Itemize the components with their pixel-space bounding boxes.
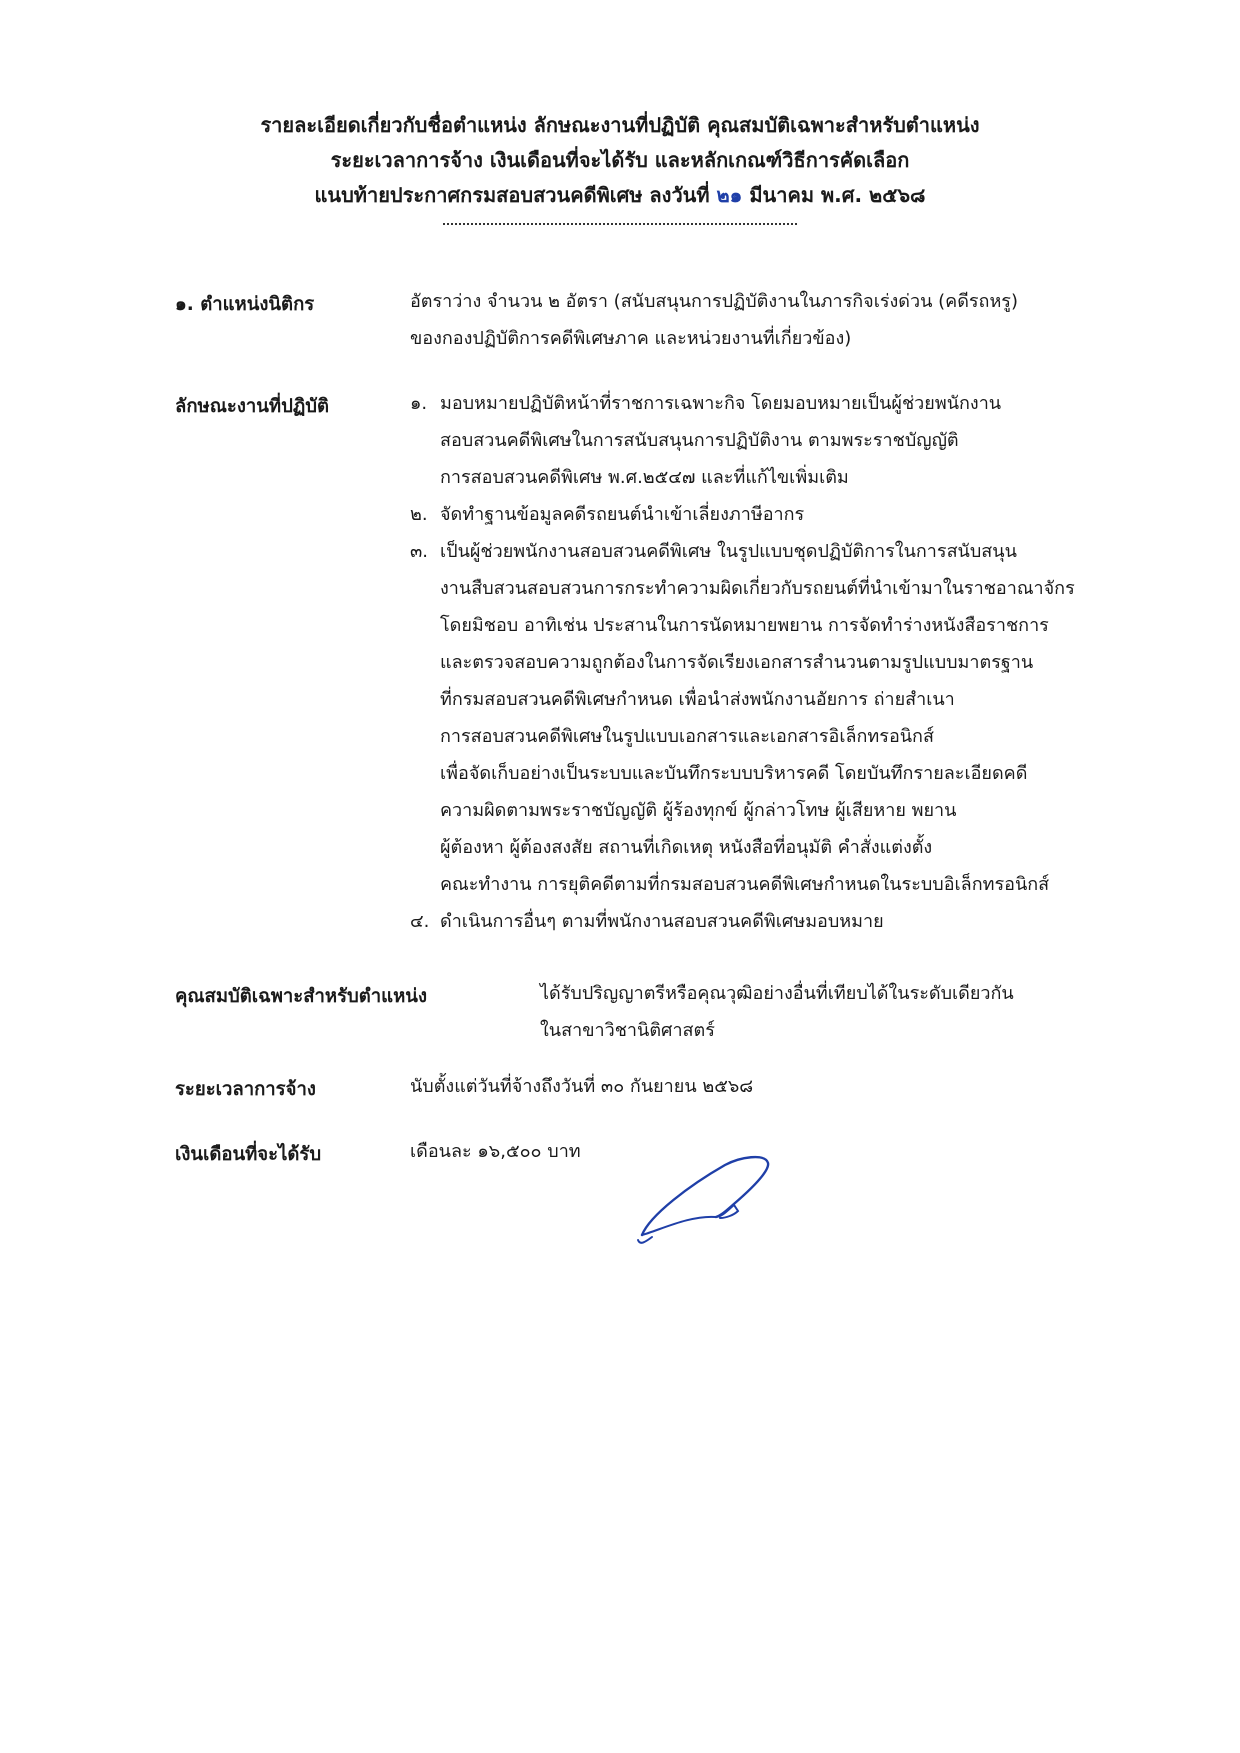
duty-item [410,385,1075,496]
duty-line: เพื่อจัดเก็บอย่างเป็นระบบและบันทึกระบบบริหารคดี โดยบันทึกรายละเอียดคดี [440,763,1028,784]
duty-line: และตรวจสอบความถูกต้องในการจัดเรียงเอกสารสำนวนตามรูปแบบมาตรฐาน [440,652,1034,673]
duties-label: ลักษณะงานที่ปฏิบัติ [175,396,330,417]
qualifications-line: ในสาขาวิชานิติศาสตร์ [540,1020,715,1041]
duty-line: ที่กรมสอบสวนคดีพิเศษกำหนด เพื่อนำส่งพนักงานอัยการ ถ่ายสำเนา [440,689,955,710]
header-line-2: ระยะเวลาการจ้าง เงินเดือนที่จะได้รับ และหลักเกณฑ์วิธีการคัดเลือก [330,148,910,172]
employment-period-value: นับตั้งแต่วันที่จ้างถึงวันที่ ๓๐ กันยายน ๒๕๖๘ [410,1076,754,1097]
position-line: ของกองปฏิบัติการคดีพิเศษภาค และหน่วยงานที่เกี่ยวข้อง) [410,328,852,349]
position-line: อัตราว่าง จำนวน ๒ อัตรา (สนับสนุนการปฏิบัติงานในภารกิจเร่งด่วน (คดีรถหรู) [410,291,1019,312]
qualifications-value [540,975,1014,1049]
header-line-3-suffix: มีนาคม พ.ศ. ๒๕๖๘ [749,183,926,207]
duty-item [410,496,1075,533]
duty-line: ผู้ต้องหา ผู้ต้องสงสัย สถานที่เกิดเหตุ หนังสือที่อนุมัติ คำสั่งแต่งตั้ง [440,837,933,858]
duty-item [410,903,1075,940]
duties-list [410,385,1075,940]
duty-number: ๔. [410,911,430,932]
duty-line: เป็นผู้ช่วยพนักงานสอบสวนคดีพิเศษ ในรูปแบบชุดปฏิบัติการในการสนับสนุน [440,541,1017,562]
duty-number: ๑. [410,393,428,414]
duty-line: ความผิดตามพระราชบัญญัติ ผู้ร้องทุกข์ ผู้กล่าวโทษ ผู้เสียหาย พยาน [440,800,957,821]
duty-line: ดำเนินการอื่นๆ ตามที่พนักงานสอบสวนคดีพิเศษมอบหมาย [440,911,884,932]
header-date-day: ๒๑ [716,183,743,207]
duty-line: มอบหมายปฏิบัติหน้าที่ราชการเฉพาะกิจ โดยมอบหมายเป็นผู้ช่วยพนักงาน [440,393,1002,414]
salary-value: เดือนละ ๑๖,๕๐๐ บาท [410,1141,581,1162]
duty-line: คณะทำงาน การยุติคดีตามที่กรมสอบสวนคดีพิเศษกำหนดในระบบอิเล็กทรอนิกส์ [440,874,1050,895]
salary-label: เงินเดือนที่จะได้รับ [175,1144,322,1165]
header-line-3 [160,178,1080,213]
duty-number: ๓. [410,541,429,562]
position-value [410,283,1018,357]
header-line-1: รายละเอียดเกี่ยวกับชื่อตำแหน่ง ลักษณะงานที่ปฏิบัติ คุณสมบัติเฉพาะสำหรับตำแหน่ง [260,113,980,137]
duty-item [410,533,1075,903]
qualifications-line: ได้รับปริญญาตรีหรือคุณวุฒิอย่างอื่นที่เทียบได้ในระดับเดียวกัน [540,983,1014,1004]
duty-line: สอบสวนคดีพิเศษในการสนับสนุนการปฏิบัติงาน ตามพระราชบัญญัติ [440,430,959,451]
header-dotted-divider [443,219,797,225]
signature-icon [630,1145,780,1255]
qualifications-label: คุณสมบัติเฉพาะสำหรับตำแหน่ง [175,986,427,1007]
position-label: ๑. ตำแหน่งนิติกร [175,294,315,315]
document-header [160,108,1080,225]
duty-line: โดยมิชอบ อาทิเช่น ประสานในการนัดหมายพยาน การจัดทำร่างหนังสือราชการ [440,615,1049,636]
duty-line: การสอบสวนคดีพิเศษในรูปแบบเอกสารและเอกสารอิเล็กทรอนิกส์ [440,726,934,747]
employment-period-label: ระยะเวลาการจ้าง [175,1079,316,1100]
duty-line: งานสืบสวนสอบสวนการกระทำความผิดเกี่ยวกับรถยนต์ที่นำเข้ามาในราชอาณาจักร [440,578,1075,599]
duty-number: ๒. [410,504,428,525]
header-line-3-prefix: แนบท้ายประกาศกรมสอบสวนคดีพิเศษ ลงวันที่ [314,183,710,207]
duty-line: การสอบสวนคดีพิเศษ พ.ศ.๒๕๔๗ และที่แก้ไขเพิ่มเติม [440,467,849,488]
duty-line: จัดทำฐานข้อมูลคดีรถยนต์นำเข้าเลี่ยงภาษีอากร [440,504,805,525]
